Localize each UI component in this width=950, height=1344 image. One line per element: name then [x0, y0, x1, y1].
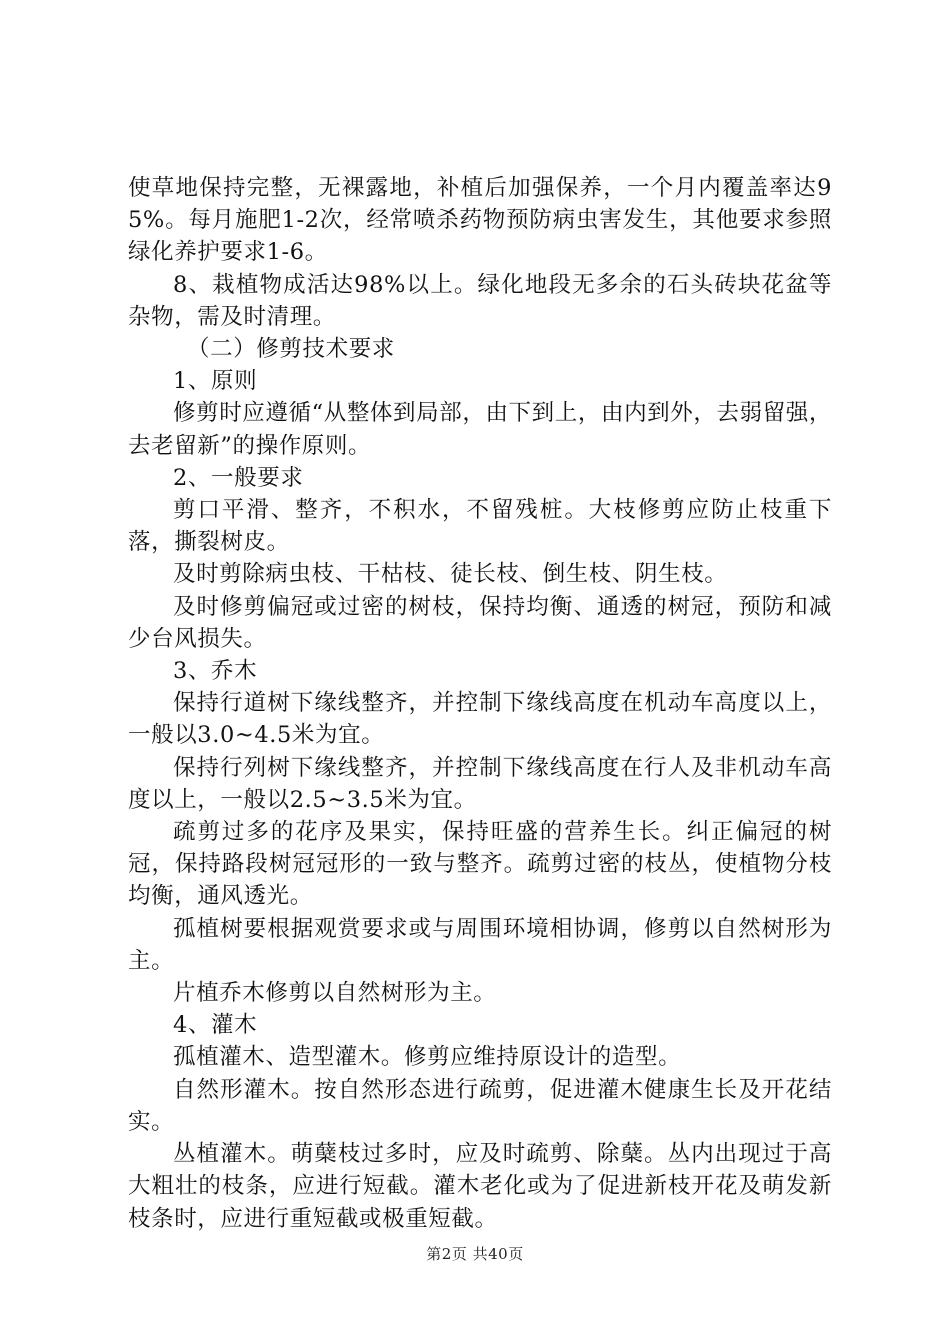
paragraph-solitary-trees: 孤植树要根据观赏要求或与周围环境相协调，修剪以自然树形为主。 [128, 915, 832, 974]
paragraph-group-trees: 片植乔木修剪以自然树形为主。 [173, 980, 497, 1007]
paragraph-row-trees: 保持行列树下缘线整齐，并控制下缘线高度在行人及非机动车高度以上，一般以2.5~3.5米为宜。 [128, 754, 832, 813]
subheading-shrubs: 4、灌木 [173, 1012, 258, 1039]
paragraph-lawn-maintenance: 使草地保持完整，无裸露地，补植后加强保养，一个月内覆盖率达95%。每月施肥1-2次，经常喷杀药物预防病虫害发生，其他要求参照绿化养护要求1-6。 [128, 175, 832, 266]
paragraph-cut-requirements: 剪口平滑、整齐，不积水，不留残桩。大枝修剪应防止枝重下落，撕裂树皮。 [128, 497, 832, 556]
document-body [128, 172, 832, 1235]
paragraph-clump-shrubs: 丛植灌木。萌蘖枝过多时，应及时疏剪、除蘖。丛内出现过于高大粗壮的枝条，应进行短截。灌木老化或为了促进新枝开花及萌发新枝条时，应进行重短截或极重短截。 [128, 1141, 832, 1232]
paragraph-principle: 修剪时应遵循“从整体到局部，由下到上，由内到外，去弱留强，去老留新”的操作原则。 [128, 400, 832, 459]
page-footer: 第2页 共40页 [426, 1245, 524, 1263]
paragraph-thinning: 疏剪过多的花序及果实，保持旺盛的营养生长。纠正偏冠的树冠，保持路段树冠冠形的一致与整齐。疏剪过密的枝丛，使植物分枝均衡，通风透光。 [128, 819, 832, 910]
subheading-principle: 1、原则 [173, 368, 258, 395]
paragraph-street-trees: 保持行道树下缘线整齐，并控制下缘线高度在机动车高度以上，一般以3.0~4.5米为宜。 [128, 690, 832, 749]
paragraph-natural-shrubs: 自然形灌木。按自然形态进行疏剪，促进灌木健康生长及开花结实。 [128, 1076, 832, 1135]
paragraph-crown-balance: 及时修剪偏冠或过密的树枝，保持均衡、通透的树冠，预防和减少台风损失。 [128, 593, 832, 652]
subheading-trees: 3、乔木 [173, 658, 258, 685]
paragraph-item-8: 8、栽植物成活达98%以上。绿化地段无多余的石头砖块花盆等杂物，需及时清理。 [128, 271, 832, 330]
paragraph-remove-branches: 及时剪除病虫枝、干枯枝、徒长枝、倒生枝、阴生枝。 [173, 561, 728, 588]
paragraph-topiary-shrubs: 孤植灌木、造型灌木。修剪应维持原设计的造型。 [173, 1044, 682, 1071]
subheading-general-requirements: 2、一般要求 [173, 464, 304, 491]
section-heading-pruning: （二）修剪技术要求 [187, 336, 395, 363]
